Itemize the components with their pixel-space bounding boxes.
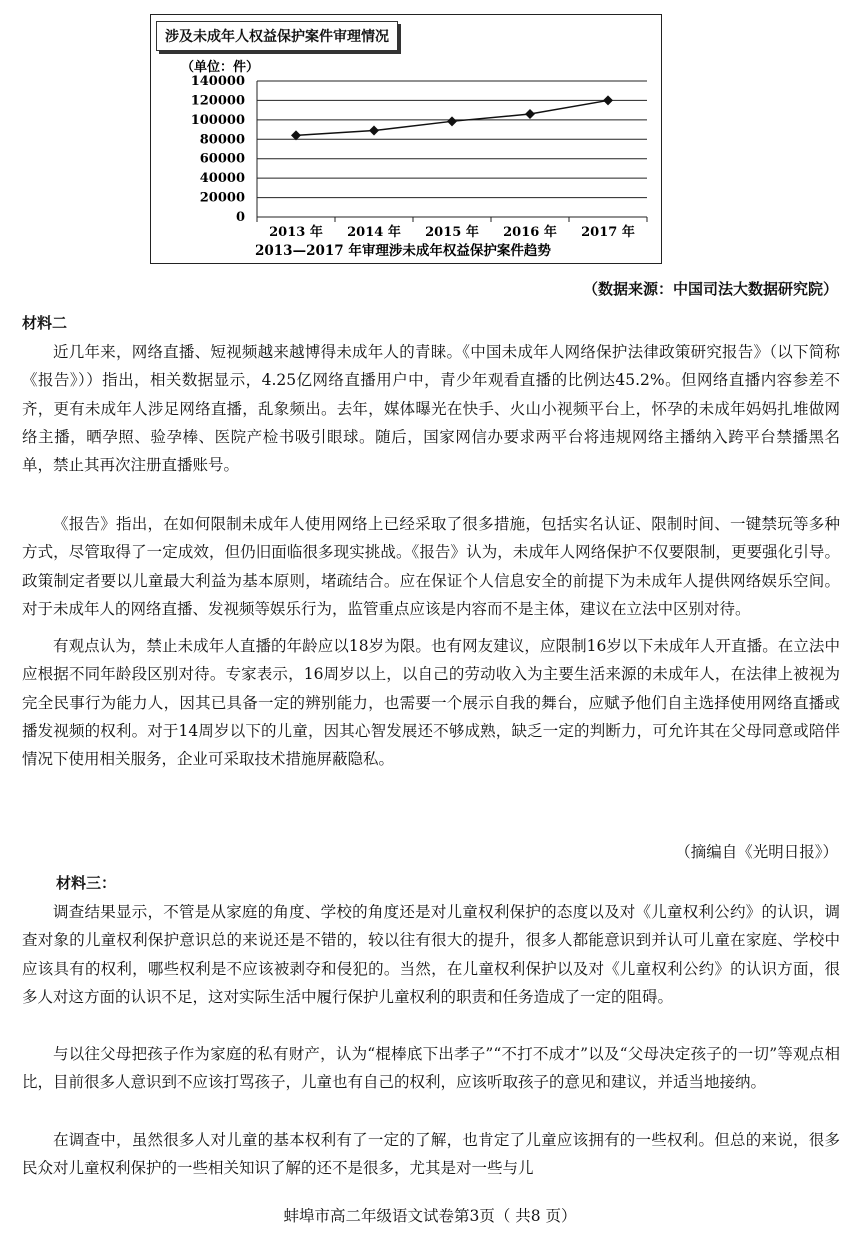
- chart-title: 涉及未成年人权益保护案件审理情况: [156, 21, 398, 51]
- y-tick-label: 20000: [199, 190, 245, 206]
- x-tick-label: 2013 年: [269, 225, 323, 240]
- material3-heading: 材料三：: [56, 874, 117, 892]
- x-axis-label: 2013—2017 年审理涉未成年权益保护案件趋势: [255, 243, 551, 259]
- y-tick-label: 80000: [199, 132, 245, 148]
- line-chart: [151, 15, 660, 262]
- data-point-marker: [447, 116, 457, 126]
- y-tick-label: 40000: [199, 171, 245, 187]
- material3-paragraph-1: 调查结果显示，不管是从家庭的角度、学校的角度还是对儿童权利保护的态度以及对《儿童权利公约》的认识，调查对象的儿童权利保护意识总的来说还是不错的，较以往有很大的提升，很多人都能意识到并认可儿童在家庭、学校中应该具有的权利，哪些权利是不应该被剥夺和侵犯的。当然，在儿童权利保护以及对《儿童权利公约》的认识方面，很多人对这方面的认识不足，这对实际生活中履行保护儿童权利的职责和任务造成了一定的阻碍。: [22, 903, 840, 1006]
- x-tick-label: 2015 年: [425, 225, 479, 240]
- x-tick-label: 2017 年: [581, 225, 635, 240]
- page-footer: 蚌埠市高二年级语文试卷第3页（ 共8 页）: [283, 1207, 577, 1225]
- chart-container: [150, 14, 662, 264]
- material2-paragraph-2: 《报告》指出，在如何限制未成年人使用网络上已经采取了很多措施，包括实名认证、限制时间、一键禁玩等多种方式，尽管取得了一定成效，但仍旧面临很多现实挑战。《报告》认为，未成年人网络保护不仅要限制，更要强化引导。政策制定者要以儿童最大利益为基本原则，堵疏结合。应在保证个人信息安全的前提下为未成年人提供网络娱乐空间。对于未成年人的网络直播、发视频等娱乐行为，监管重点应该是内容而不是主体，建议在立法中区别对待。: [22, 515, 840, 618]
- x-tick-label: 2016 年: [503, 225, 557, 240]
- data-point-marker: [369, 126, 379, 136]
- data-source: （数据来源：中国司法大数据研究院）: [582, 280, 838, 298]
- material2-paragraph-1: 近几年来，网络直播、短视频越来越博得未成年人的青睐。《中国未成年人网络保护法律政策研究报告》（以下简称《报告》））指出，相关数据显示，4.25亿网络直播用户中，青少年观看直播的比例达45.2%。但网络直播内容参差不齐，更有未成年人涉足网络直播，乱象频出。去年，媒体曝光在快手、火山小视频平台上，怀孕的未成年妈妈扎堆做网络主播，晒孕照、验孕棒、医院产检书吸引眼球。随后，国家网信办要求两平台将违规网络主播纳入跨平台禁播黑名单，禁止其再次注册直播账号。: [22, 343, 840, 475]
- material2-paragraph-3: 有观点认为，禁止未成年人直播的年龄应以18岁为限。也有网友建议，应限制16岁以下未成年人开直播。在立法中应根据不同年龄段区别对待。专家表示，16周岁以上，以自己的劳动收入为主要生活来源的未成年人，在法律上被视为完全民事行为能力人，因其已具备一定的辨别能力，也需要一个展示自我的舞台，应赋予他们自主选择使用网络直播或播发视频的权利。对于14周岁以下的儿童，因其心智发展还不够成熟，缺乏一定的判断力，可允许其在父母同意或陪伴情况下使用相关服务，企业可采取技术措施屏蔽隐私。: [22, 637, 840, 769]
- y-tick-label: 60000: [199, 151, 245, 167]
- material3-paragraph-3: 在调查中，虽然很多人对儿童的基本权利有了一定的了解，也肯定了儿童应该拥有的一些权利。但总的来说，很多民众对儿童权利保护的一些相关知识了解的还不是很多，尤其是对一些与儿: [22, 1131, 840, 1178]
- y-tick-label: 0: [235, 210, 245, 225]
- y-unit-label: （单位：件）: [181, 60, 260, 75]
- y-tick-label: 140000: [190, 74, 245, 89]
- material3-paragraph-2: 与以往父母把孩子作为家庭的私有财产，认为“棍棒底下出孝子”“不打不成才”以及“父母决定孩子的一切”等观点相比，目前很多人意识到不应该打骂孩子，儿童也有自己的权利，应该听取孩子的意见和建议，并适当地接纳。: [22, 1045, 840, 1092]
- material2-citation: （摘编自《光明日报》）: [675, 843, 838, 861]
- data-point-marker: [603, 95, 613, 105]
- y-tick-label: 100000: [190, 112, 245, 128]
- material2-heading: 材料二: [22, 314, 68, 332]
- y-tick-label: 120000: [190, 93, 245, 109]
- x-tick-label: 2014 年: [347, 225, 401, 240]
- data-point-marker: [525, 109, 535, 119]
